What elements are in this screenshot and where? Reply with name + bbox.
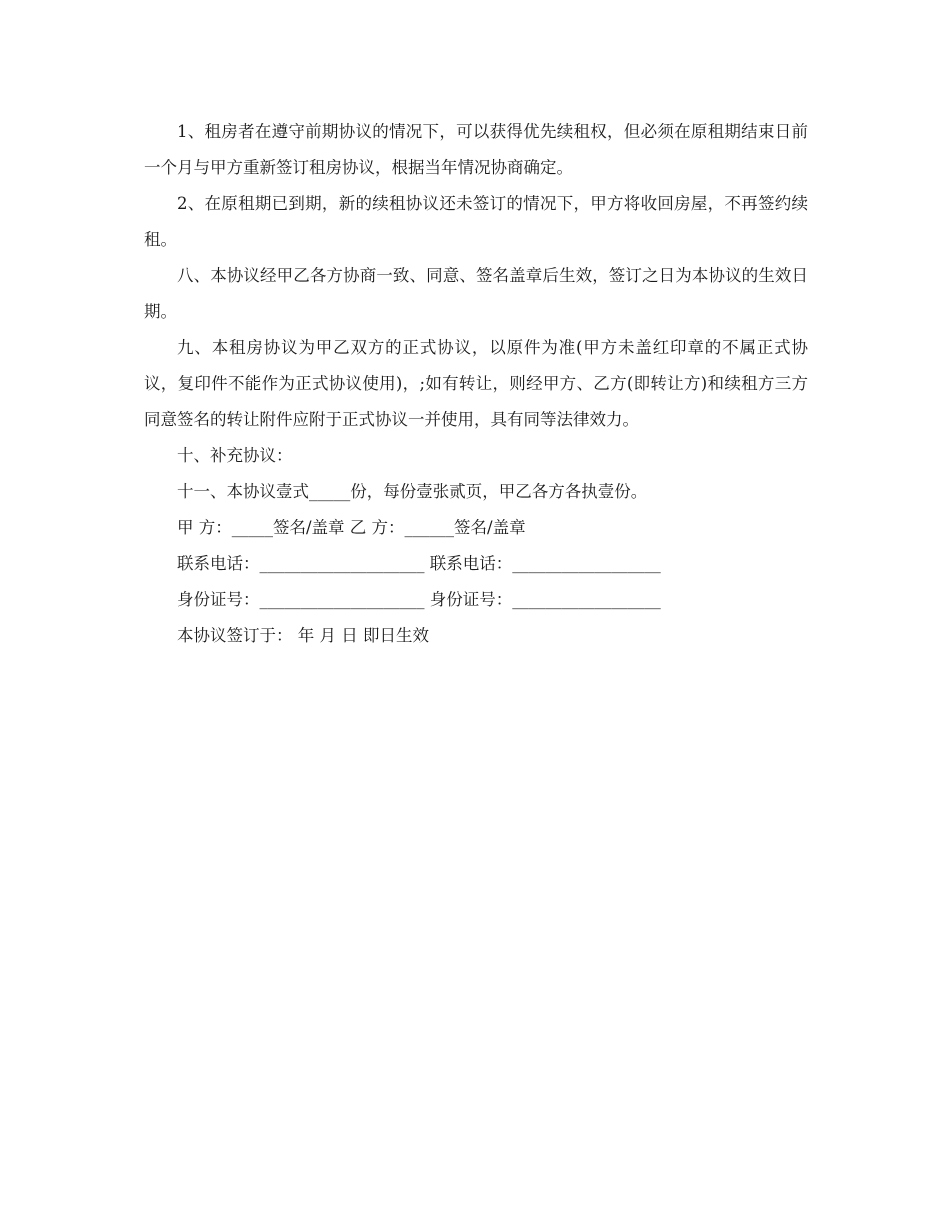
clause-eight-effective: 八、本协议经甲乙各方协商一致、同意、签名盖章后生效，签订之日为本协议的生效日期。 — [144, 266, 808, 321]
clause-renewal-priority: 1、租房者在遵守前期协议的情况下，可以获得优先续租权，但必须在原租期结束日前一个月与甲方重新签订租房协议，根据当年情况协商确定。 — [144, 122, 808, 177]
signature-line: 甲 方：_____签名/盖章 乙 方：______签名/盖章 — [177, 518, 526, 537]
phone-line: 联系电话：____________________ 联系电话：__________________ — [177, 554, 661, 573]
clause-nine-formal-agreement: 九、本租房协议为甲乙双方的正式协议，以原件为准(甲方未盖红印章的不属正式协议，复印件不能作为正式协议使用)，;如有转让，则经甲方、乙方(即转让方)和续租方三方同意签名的转让附件应附于正式协议一并使用，具有同等法律效力。 — [144, 338, 808, 429]
clause-ten-supplementary: 十、补充协议： — [177, 446, 293, 465]
clause-eleven-copies: 十一、本协议壹式_____份，每份壹张贰页，甲乙各方各执壹份。 — [177, 482, 648, 501]
document-body — [144, 114, 808, 654]
signing-date-line: 本协议签订于： 年 月 日 即日生效 — [177, 626, 429, 645]
clause-renewal-expired: 2、在原租期已到期，新的续租协议还未签订的情况下，甲方将收回房屋，不再签约续租。 — [144, 194, 808, 249]
id-number-line: 身份证号：____________________ 身份证号：__________________ — [177, 590, 661, 609]
